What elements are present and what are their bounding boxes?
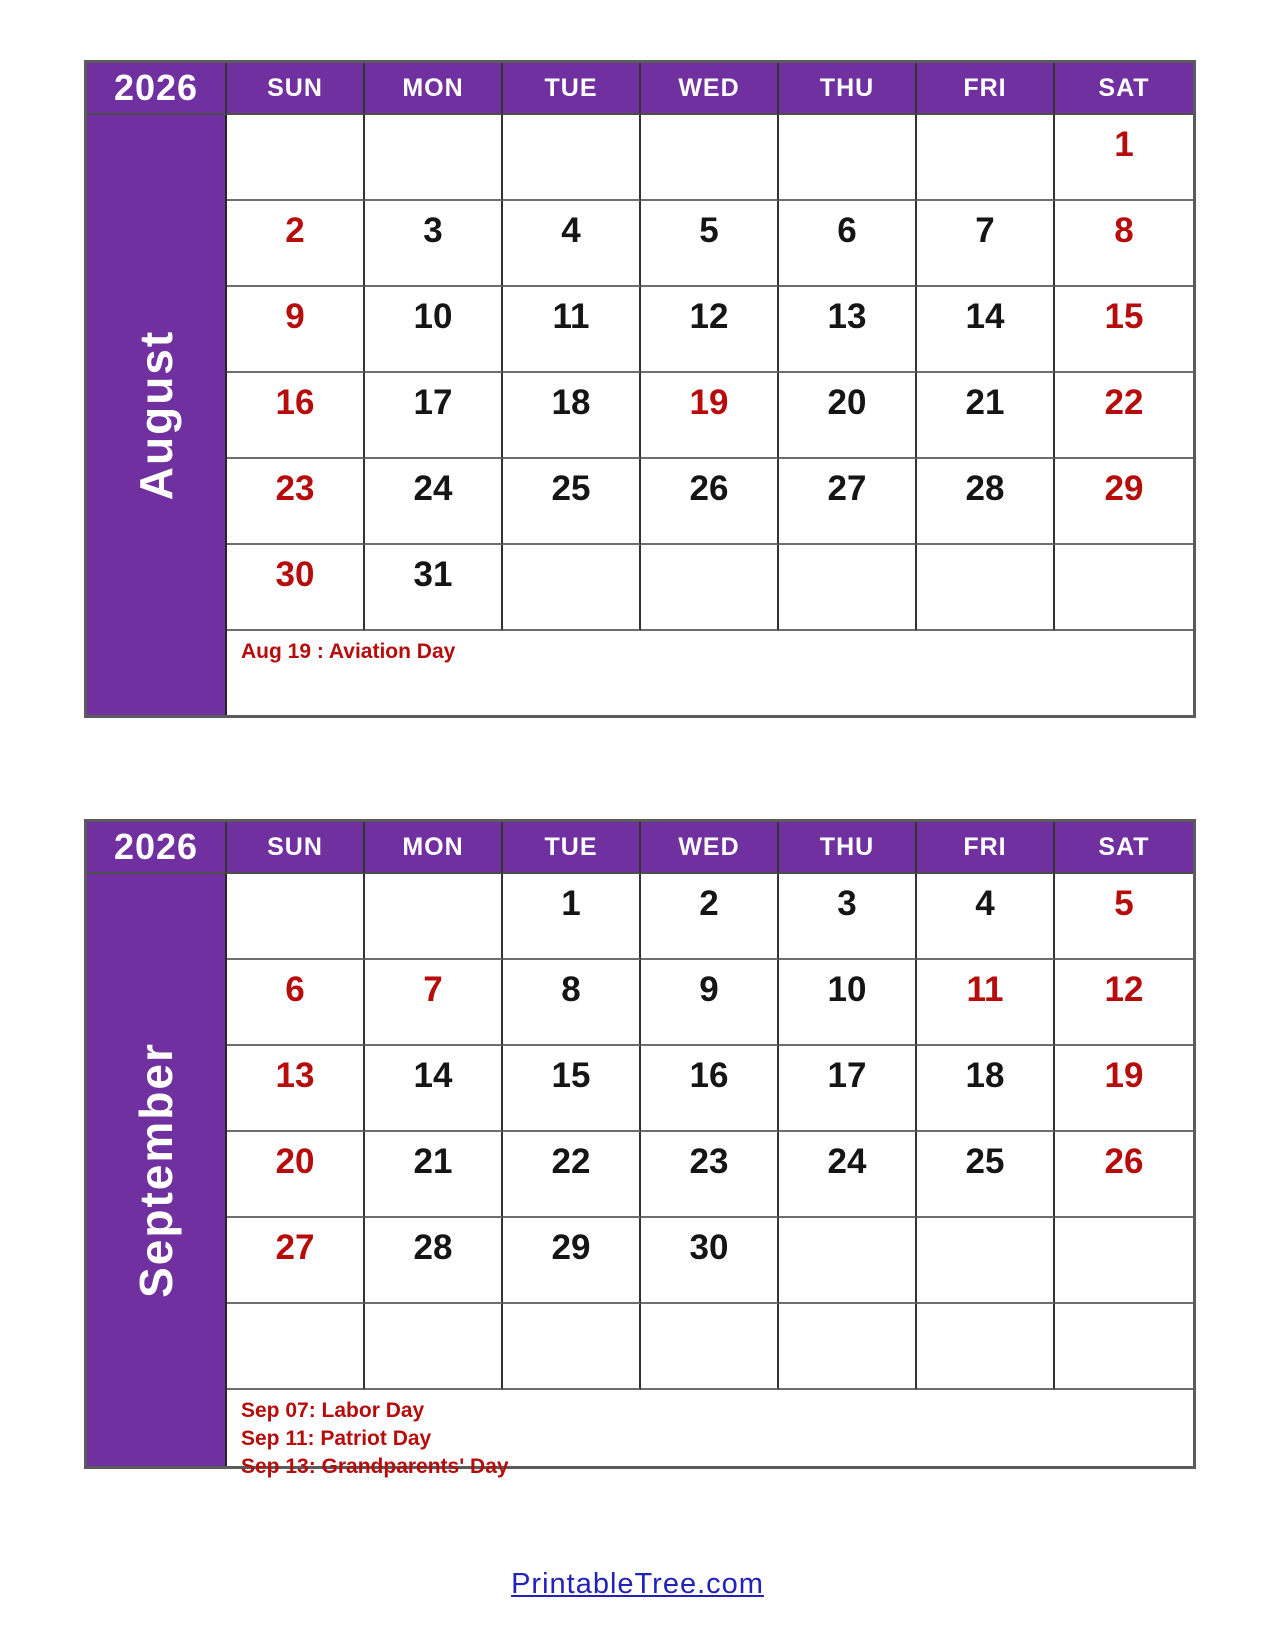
weekday-header-mon: MON bbox=[365, 63, 503, 115]
weekday-header-fri: FRI bbox=[917, 63, 1055, 115]
day-cell-empty bbox=[227, 115, 365, 201]
day-cell-empty bbox=[779, 1218, 917, 1304]
day-cell-13: 13 bbox=[779, 287, 917, 373]
day-cell-empty bbox=[917, 115, 1055, 201]
day-cell-empty bbox=[1055, 545, 1193, 631]
day-cell-empty bbox=[227, 874, 365, 960]
day-cell-12: 12 bbox=[641, 287, 779, 373]
weekday-header-fri: FRI bbox=[917, 822, 1055, 874]
weekday-header-tue: TUE bbox=[503, 822, 641, 874]
month-sidebar bbox=[87, 874, 227, 1466]
weekday-header-wed: WED bbox=[641, 822, 779, 874]
day-cell-9: 9 bbox=[227, 287, 365, 373]
month-sidebar bbox=[87, 115, 227, 715]
day-cell-5: 5 bbox=[1055, 874, 1193, 960]
day-cell-11: 11 bbox=[917, 960, 1055, 1046]
day-cell-30: 30 bbox=[227, 545, 365, 631]
day-cell-23: 23 bbox=[227, 459, 365, 545]
holiday-note: Sep 07: Labor Day bbox=[241, 1399, 425, 1422]
day-cell-14: 14 bbox=[365, 1046, 503, 1132]
weekday-header-thu: THU bbox=[779, 822, 917, 874]
day-cell-10: 10 bbox=[365, 287, 503, 373]
holiday-notes bbox=[227, 1390, 1193, 1478]
weekday-header-sun: SUN bbox=[227, 63, 365, 115]
day-cell-6: 6 bbox=[227, 960, 365, 1046]
day-cell-30: 30 bbox=[641, 1218, 779, 1304]
day-cell-11: 11 bbox=[503, 287, 641, 373]
day-cell-empty bbox=[641, 545, 779, 631]
day-cell-24: 24 bbox=[365, 459, 503, 545]
day-cell-20: 20 bbox=[227, 1132, 365, 1218]
day-cell-empty bbox=[503, 545, 641, 631]
day-cell-13: 13 bbox=[227, 1046, 365, 1132]
year-label: 2026 bbox=[87, 822, 227, 874]
day-cell-empty bbox=[641, 1304, 779, 1390]
day-cell-empty bbox=[365, 1304, 503, 1390]
day-cell-24: 24 bbox=[779, 1132, 917, 1218]
day-cell-3: 3 bbox=[365, 201, 503, 287]
weekday-header-tue: TUE bbox=[503, 63, 641, 115]
day-cell-12: 12 bbox=[1055, 960, 1193, 1046]
day-cell-empty bbox=[227, 1304, 365, 1390]
day-cell-16: 16 bbox=[227, 373, 365, 459]
day-cell-empty bbox=[503, 1304, 641, 1390]
day-cell-23: 23 bbox=[641, 1132, 779, 1218]
day-cell-26: 26 bbox=[1055, 1132, 1193, 1218]
calendar-september bbox=[84, 819, 1196, 1478]
day-cell-4: 4 bbox=[917, 874, 1055, 960]
weekday-header-sat: SAT bbox=[1055, 63, 1193, 115]
day-cell-empty bbox=[365, 115, 503, 201]
footer-link[interactable]: PrintableTree.com bbox=[511, 1568, 764, 1600]
holiday-note: Aug 19 : Aviation Day bbox=[241, 640, 456, 663]
day-cell-empty bbox=[503, 115, 641, 201]
day-cell-8: 8 bbox=[503, 960, 641, 1046]
footer bbox=[0, 1568, 1275, 1601]
day-cell-6: 6 bbox=[779, 201, 917, 287]
day-cell-empty bbox=[779, 545, 917, 631]
day-cell-15: 15 bbox=[1055, 287, 1193, 373]
day-cell-9: 9 bbox=[641, 960, 779, 1046]
day-cell-1: 1 bbox=[503, 874, 641, 960]
day-cell-29: 29 bbox=[1055, 459, 1193, 545]
day-cell-17: 17 bbox=[779, 1046, 917, 1132]
day-cell-17: 17 bbox=[365, 373, 503, 459]
day-cell-31: 31 bbox=[365, 545, 503, 631]
holiday-note: Sep 11: Patriot Day bbox=[241, 1427, 432, 1450]
day-cell-14: 14 bbox=[917, 287, 1055, 373]
month-label: September bbox=[130, 1042, 182, 1298]
day-cell-28: 28 bbox=[917, 459, 1055, 545]
holiday-note: Sep 13: Grandparents' Day bbox=[241, 1455, 509, 1478]
day-cell-2: 2 bbox=[641, 874, 779, 960]
day-cell-15: 15 bbox=[503, 1046, 641, 1132]
day-cell-22: 22 bbox=[503, 1132, 641, 1218]
day-cell-3: 3 bbox=[779, 874, 917, 960]
day-cell-16: 16 bbox=[641, 1046, 779, 1132]
day-cell-2: 2 bbox=[227, 201, 365, 287]
day-cell-29: 29 bbox=[503, 1218, 641, 1304]
day-cell-empty bbox=[1055, 1304, 1193, 1390]
day-cell-19: 19 bbox=[1055, 1046, 1193, 1132]
day-cell-25: 25 bbox=[503, 459, 641, 545]
day-cell-7: 7 bbox=[365, 960, 503, 1046]
day-cell-1: 1 bbox=[1055, 115, 1193, 201]
day-cell-22: 22 bbox=[1055, 373, 1193, 459]
day-cell-27: 27 bbox=[227, 1218, 365, 1304]
day-cell-26: 26 bbox=[641, 459, 779, 545]
weekday-header-sun: SUN bbox=[227, 822, 365, 874]
day-cell-18: 18 bbox=[917, 1046, 1055, 1132]
day-cell-19: 19 bbox=[641, 373, 779, 459]
day-cell-21: 21 bbox=[365, 1132, 503, 1218]
day-cell-7: 7 bbox=[917, 201, 1055, 287]
day-cell-25: 25 bbox=[917, 1132, 1055, 1218]
weekday-header-thu: THU bbox=[779, 63, 917, 115]
day-cell-empty bbox=[641, 115, 779, 201]
day-cell-empty bbox=[917, 1218, 1055, 1304]
day-cell-10: 10 bbox=[779, 960, 917, 1046]
weekday-header-mon: MON bbox=[365, 822, 503, 874]
holiday-notes bbox=[227, 631, 1193, 715]
weekday-header-wed: WED bbox=[641, 63, 779, 115]
day-cell-21: 21 bbox=[917, 373, 1055, 459]
day-cell-empty bbox=[1055, 1218, 1193, 1304]
day-cell-18: 18 bbox=[503, 373, 641, 459]
month-label: August bbox=[130, 329, 183, 501]
day-cell-5: 5 bbox=[641, 201, 779, 287]
day-cell-empty bbox=[917, 1304, 1055, 1390]
day-cell-8: 8 bbox=[1055, 201, 1193, 287]
day-cell-27: 27 bbox=[779, 459, 917, 545]
day-cell-empty bbox=[365, 874, 503, 960]
day-cell-20: 20 bbox=[779, 373, 917, 459]
calendar-august bbox=[84, 60, 1196, 718]
year-label: 2026 bbox=[87, 63, 227, 115]
weekday-header-sat: SAT bbox=[1055, 822, 1193, 874]
day-cell-empty bbox=[917, 545, 1055, 631]
day-cell-empty bbox=[779, 115, 917, 201]
day-cell-4: 4 bbox=[503, 201, 641, 287]
day-cell-28: 28 bbox=[365, 1218, 503, 1304]
day-cell-empty bbox=[779, 1304, 917, 1390]
